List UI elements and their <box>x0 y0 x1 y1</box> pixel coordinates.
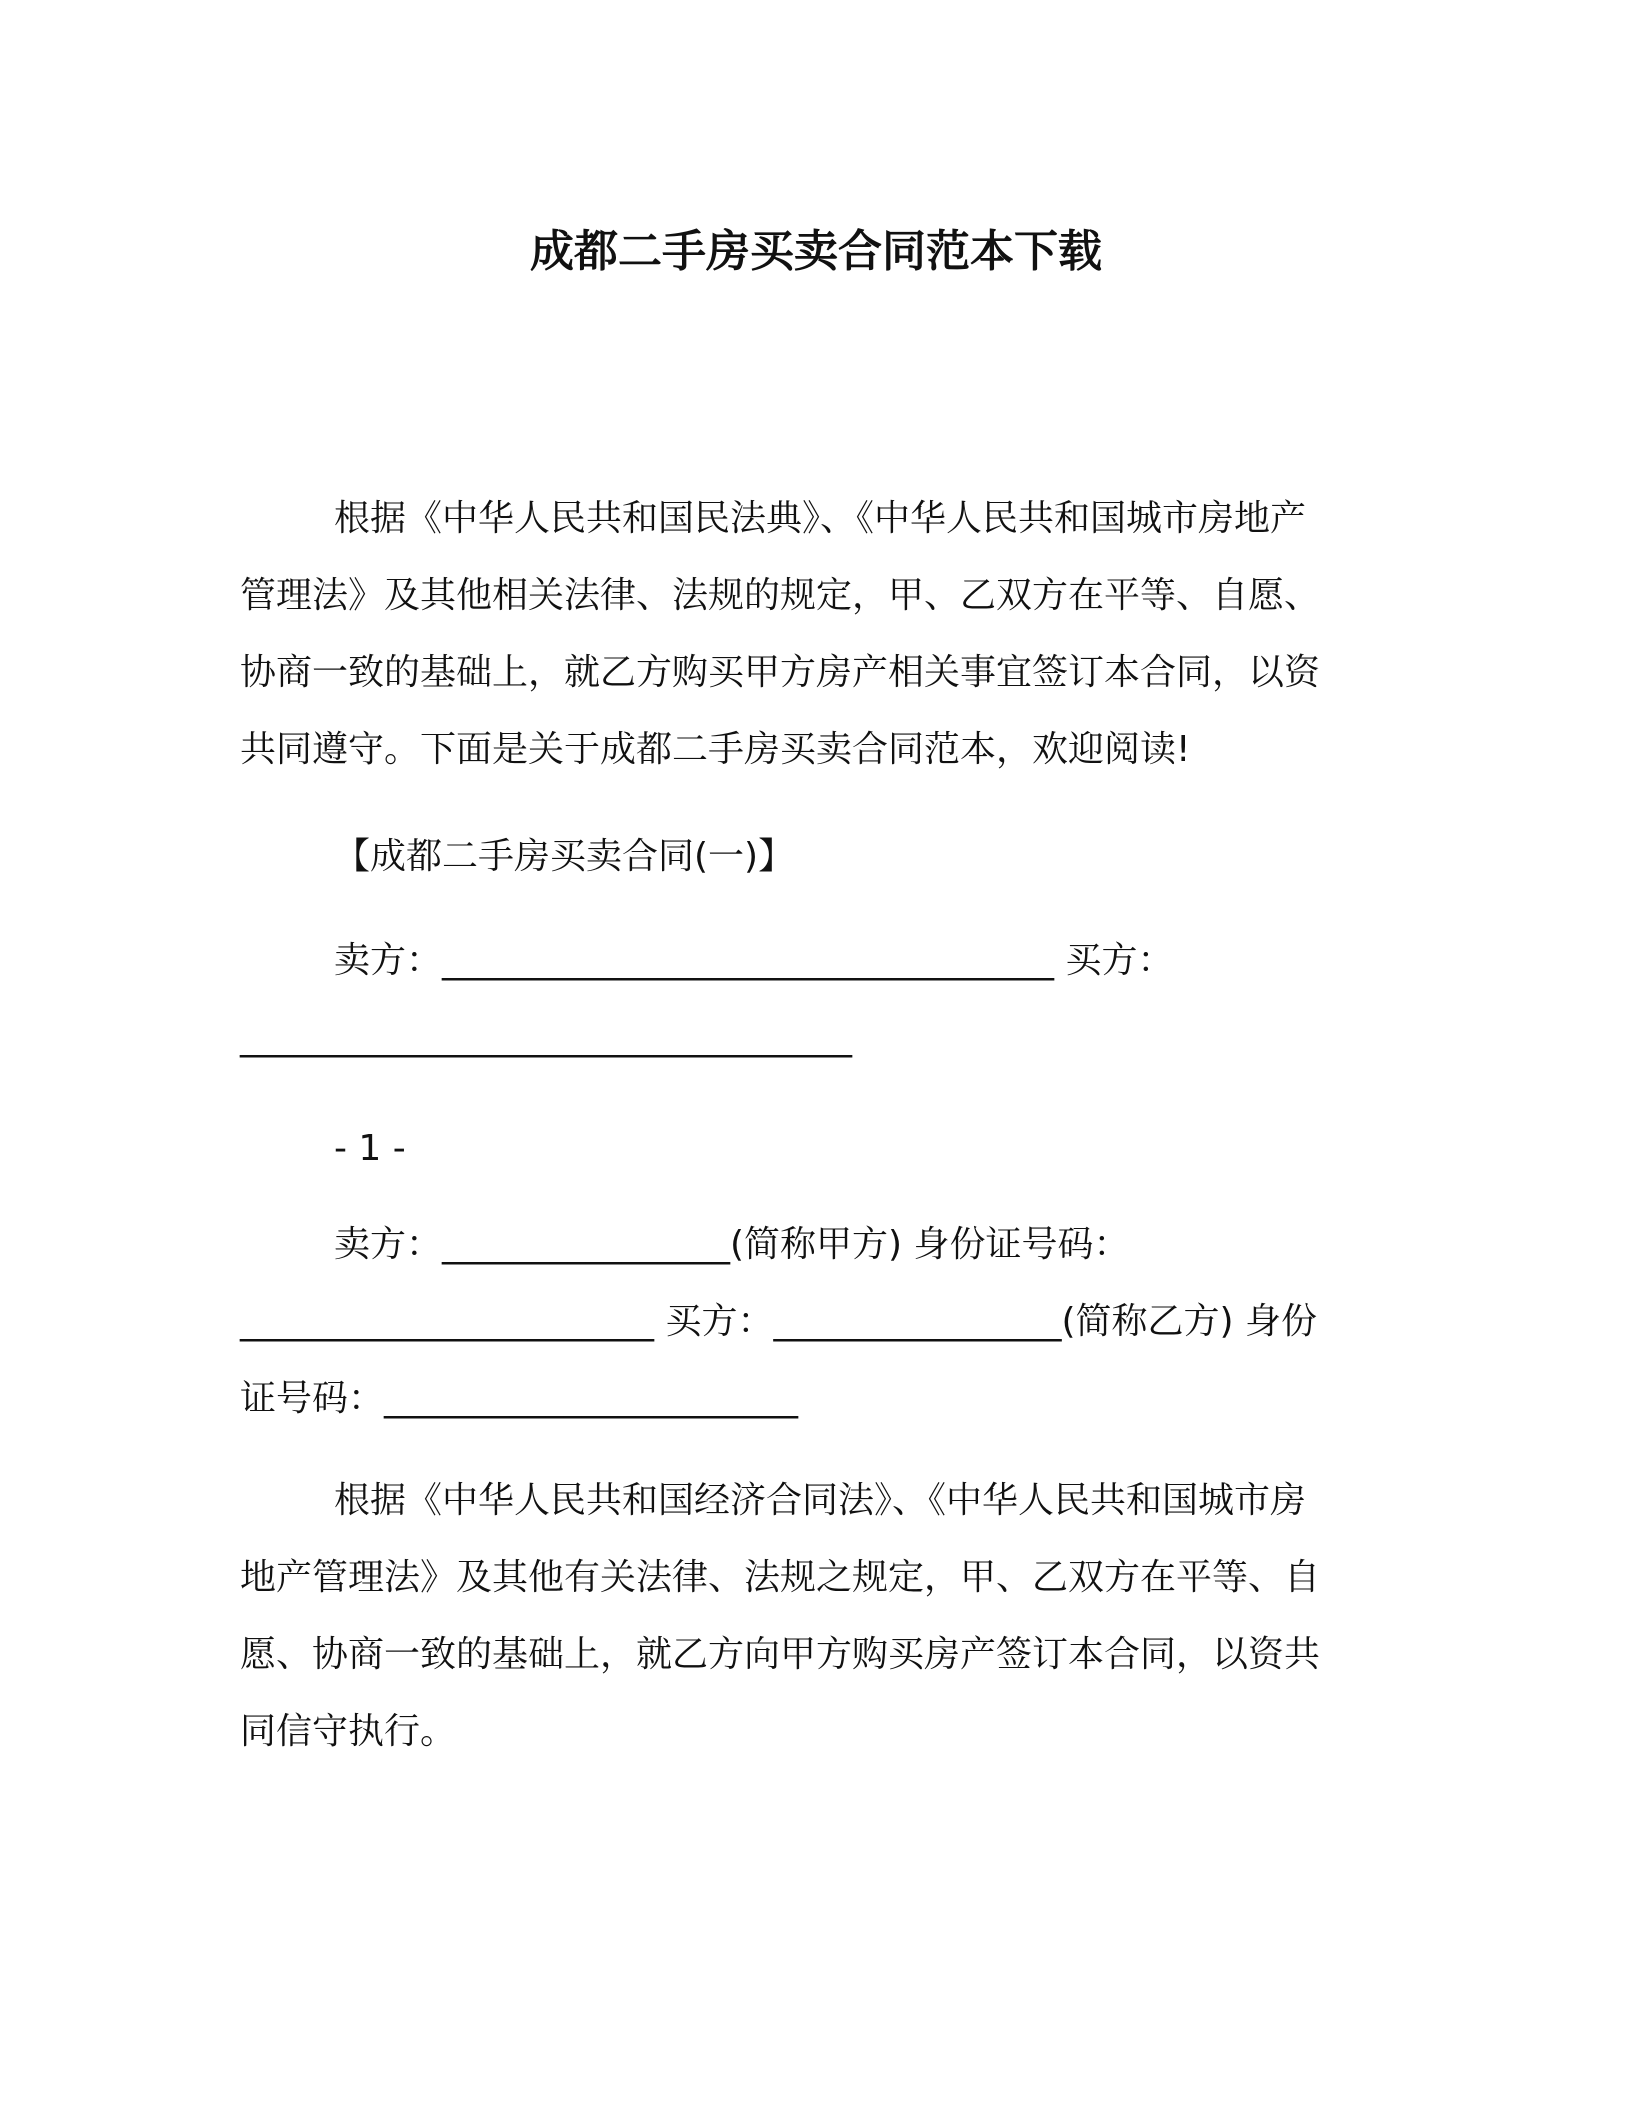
document-title: 成都二手房买卖合同范本下载 <box>530 226 1102 277</box>
section-heading: 【成都二手房买卖合同(一)】 <box>334 836 795 877</box>
parties-block <box>240 922 1380 1076</box>
id-block <box>240 1206 1380 1437</box>
id-line: _______________________ 买方：________________(简称乙方) 身份 <box>240 1301 1317 1342</box>
page-number: - 1 - <box>334 1128 406 1169</box>
parties-blank-line: __________________________________ <box>240 1017 852 1058</box>
id-line: 卖方：________________(简称甲方) 身份证号码： <box>334 1224 1130 1265</box>
intro-line: 共同遵守。下面是关于成都二手房买卖合同范本，欢迎阅读! <box>240 729 1191 770</box>
basis-line: 根据《中华人民共和国经济合同法》、《中华人民共和国城市房 <box>334 1480 1307 1521</box>
parties-line: 卖方：__________________________________ 买方： <box>334 940 1174 981</box>
basis-line: 同信守执行。 <box>240 1711 457 1752</box>
basis-line: 地产管理法》及其他有关法律、法规之规定，甲、乙双方在平等、自 <box>240 1557 1321 1598</box>
basis-line: 愿、协商一致的基础上，就乙方向甲方购买房产签订本合同，以资共 <box>240 1634 1321 1675</box>
intro-line: 协商一致的基础上，就乙方购买甲方房产相关事宜签订本合同，以资 <box>240 652 1321 693</box>
intro-line: 根据《中华人民共和国民法典》、《中华人民共和国城市房地产 <box>334 498 1307 539</box>
intro-paragraph <box>240 480 1380 788</box>
id-line: 证号码：_______________________ <box>240 1378 799 1419</box>
basis-paragraph <box>240 1462 1380 1770</box>
intro-line: 管理法》及其他相关法律、法规的规定，甲、乙双方在平等、自愿、 <box>240 575 1321 616</box>
